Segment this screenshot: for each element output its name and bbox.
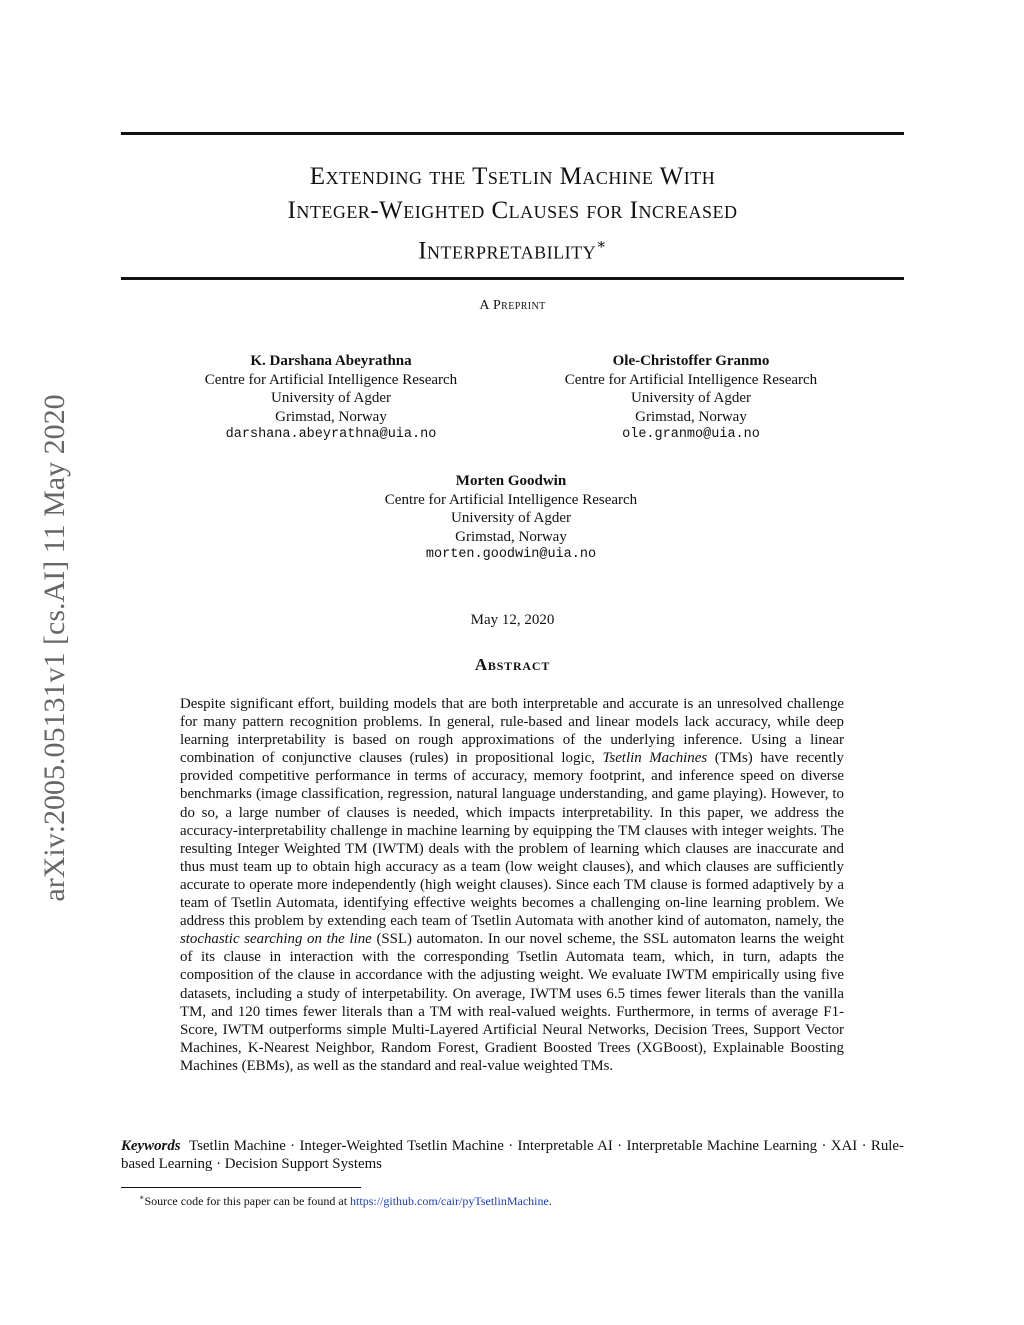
keywords-label: Keywords bbox=[121, 1138, 181, 1154]
footnote-rule bbox=[121, 1187, 361, 1188]
author-university: University of Agder bbox=[451, 510, 571, 526]
abstract-body bbox=[180, 695, 844, 1075]
abstract-heading: Abstract bbox=[474, 655, 551, 674]
source-code-link[interactable]: https://github.com/cair/pyTsetlinMachine bbox=[350, 1194, 549, 1208]
paper-date: May 12, 2020 bbox=[470, 612, 555, 628]
footnote bbox=[139, 1193, 552, 1209]
abstract-text: (TMs) have recently provided competitive performance in terms of accuracy, memory footprint, and inference speed on diverse benchmarks (image classification, regression, natural language understanding, and game playing). However, to do so, a large number of clauses is needed, which impacts interpretability. In this paper, we address the accuracy-interpretability challenge in machine learning by equipping the TM clauses with integer weights. The resulting Integer Weighted TM (IWTM) deals with the problem of learning which clauses are inaccurate and thus must team up to obtain high accuracy as a team (low weight clauses), and which clauses are sufficiently accurate to operate more independently (high weight clauses). Since each TM clause is formed adaptively by a team of Tsetlin Automata, identifying effective weights becomes a challenging on-line learning problem. We address this problem by extending each team of Tsetlin Automata with another kind of automaton, namely, the bbox=[180, 750, 844, 930]
title-footnote-marker: ∗ bbox=[596, 237, 607, 253]
paper-title bbox=[121, 160, 904, 268]
title-line-3: Interpretability bbox=[418, 237, 597, 265]
author-location: Grimstad, Norway bbox=[635, 408, 747, 425]
keywords-list: Tsetlin Machine · Integer-Weighted Tsetlin Machine · Interpretable AI · Interpretable Machine Learning · XAI · Rule-based Learning · Decision Support Systems bbox=[121, 1138, 904, 1173]
author-affiliation: Centre for Artificial Intelligence Research bbox=[384, 491, 638, 508]
footnote-marker: ∗ bbox=[139, 1193, 145, 1202]
abstract-text: (SSL) automaton. In our novel scheme, the SSL automaton learns the weight of its clause in interaction with the corresponding Tsetlin Automata team, which, in turn, adapts the composition of the clause in accordance with the adjusting weight. We evaluate IWTM empirically using five datasets, including a study of interpetability. On average, IWTM uses 6.5 times fewer literals than the vanilla TM, and 120 times fewer literals than a TM with real-valued weights. Furthermore, in terms of average F1-Score, IWTM outperforms simple Multi-Layered Artificial Neural Networks, Decision Trees, Support Vector Machines, K-Nearest Neighbor, Random Forest, Gradient Boosted Trees (XGBoost), Explainable Boosting Machines (EBMs), as well as the standard and real-value weighted TMs. bbox=[180, 931, 844, 1074]
arxiv-stamp: arXiv:2005.05131v1 [cs.AI] 11 May 2020 bbox=[38, 394, 71, 902]
author-block bbox=[161, 352, 501, 445]
title-line-2: Integer-Weighted Clauses for Increased bbox=[287, 197, 738, 224]
footnote-text: Source code for this paper can be found at bbox=[144, 1194, 351, 1208]
keywords bbox=[121, 1137, 904, 1173]
title-rule-top bbox=[121, 132, 904, 135]
author-email[interactable]: morten.goodwin@uia.no bbox=[425, 547, 597, 562]
abstract-emphasis: stochastic searching on the line bbox=[180, 931, 372, 948]
preprint-label: A Preprint bbox=[479, 298, 546, 313]
footnote-end: . bbox=[548, 1194, 552, 1208]
author-name: K. Darshana Abeyrathna bbox=[250, 353, 412, 369]
author-block bbox=[521, 352, 861, 445]
author-affiliation: Centre for Artificial Intelligence Research bbox=[564, 371, 818, 388]
author-location: Grimstad, Norway bbox=[275, 408, 387, 425]
author-email[interactable]: ole.granmo@uia.no bbox=[622, 427, 760, 442]
author-university: University of Agder bbox=[271, 390, 391, 406]
author-block bbox=[341, 472, 681, 565]
author-email[interactable]: darshana.abeyrathna@uia.no bbox=[225, 427, 437, 442]
abstract-text: Despite significant effort, building models that are both interpretable and accurate is an unresolved challenge for many pattern recognition problems. In general, rule-based and linear models lack accuracy, while deep learning interpretability is based on rough approximations of the underlying inference. Using a linear combination of conjunctive clauses (rules) in propositional logic, bbox=[180, 696, 844, 767]
title-rule-bottom bbox=[121, 277, 904, 280]
author-affiliation: Centre for Artificial Intelligence Research bbox=[204, 371, 458, 388]
author-name: Ole-Christoffer Granmo bbox=[612, 353, 770, 369]
author-name: Morten Goodwin bbox=[455, 473, 567, 489]
author-location: Grimstad, Norway bbox=[455, 528, 567, 545]
author-university: University of Agder bbox=[631, 390, 751, 406]
title-line-1: Extending the Tsetlin Machine With bbox=[309, 163, 716, 190]
abstract-emphasis: Tsetlin Machines bbox=[602, 750, 708, 767]
